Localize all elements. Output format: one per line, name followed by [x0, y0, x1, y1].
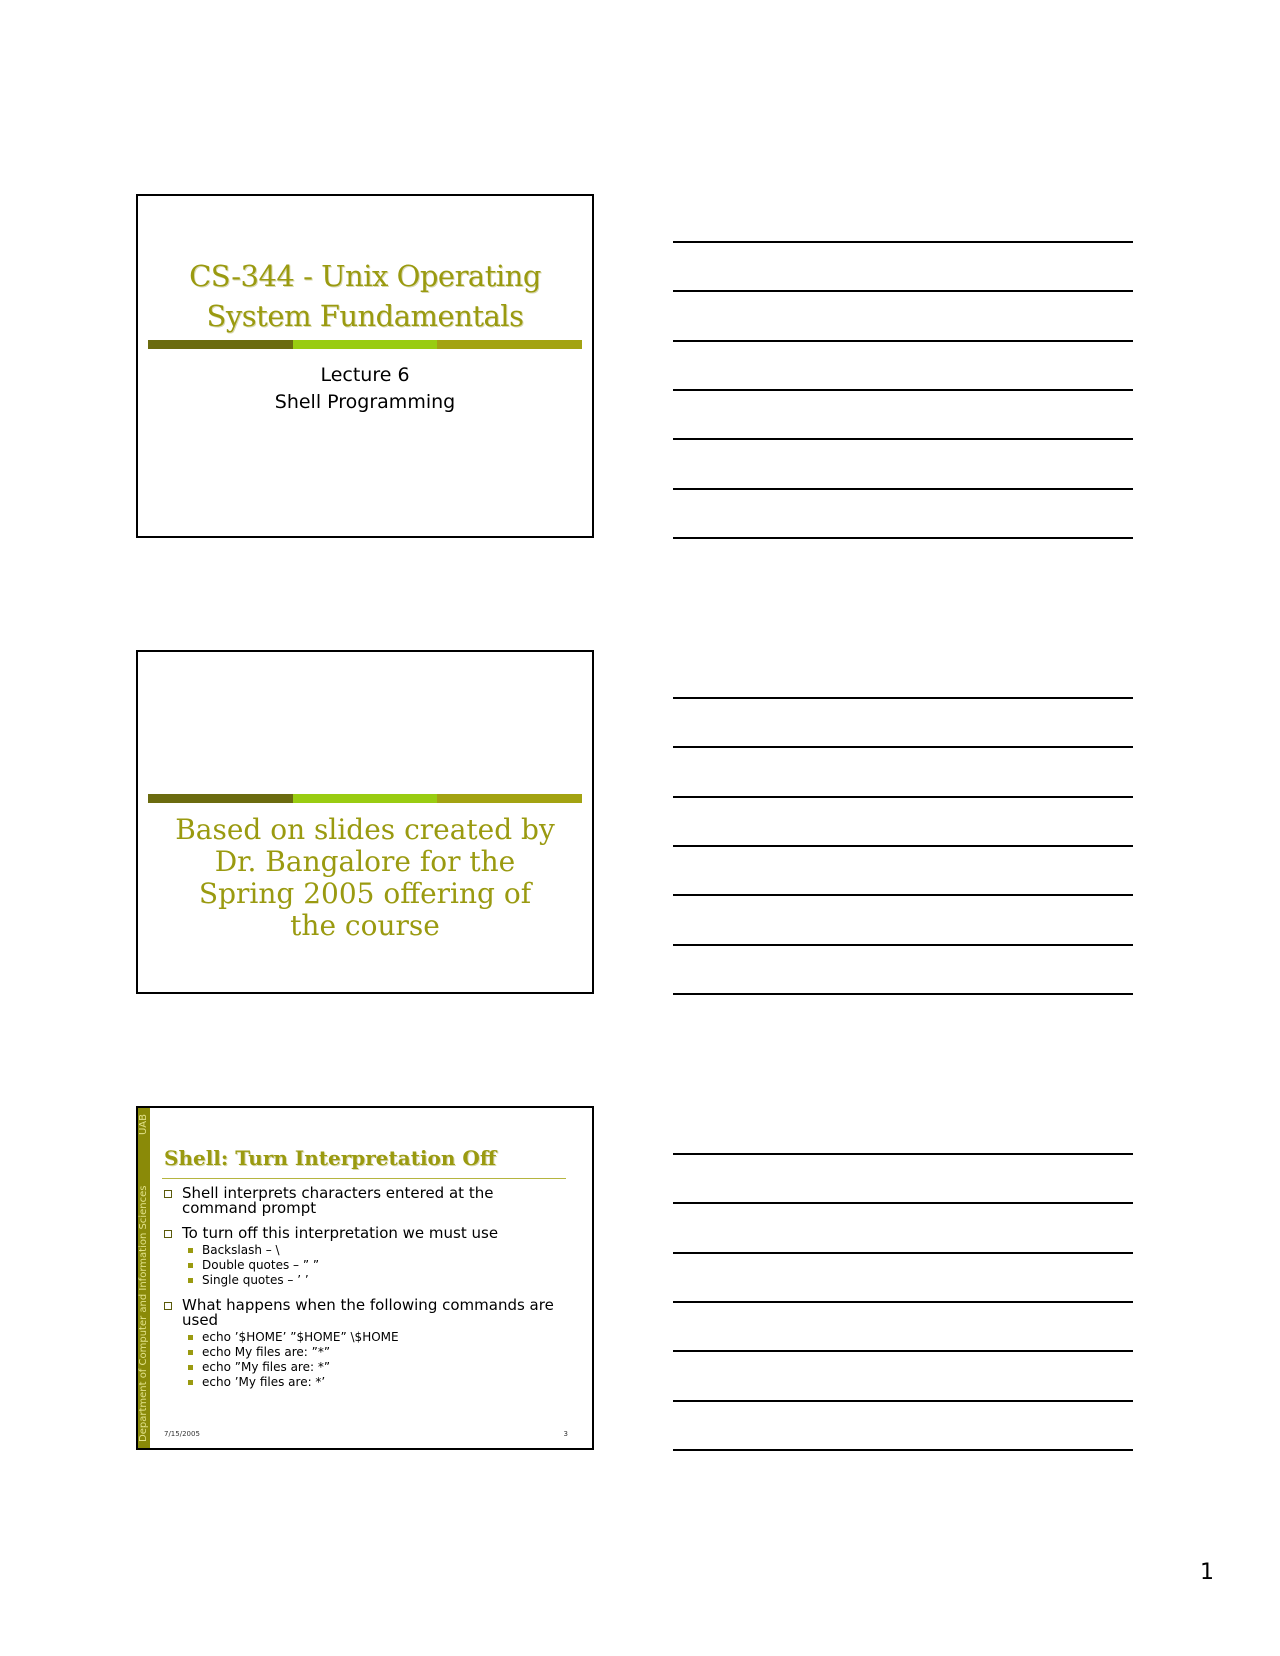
note-line: [673, 746, 1133, 748]
note-line: [673, 894, 1133, 896]
bullet-text: To turn off this interpretation we must use: [182, 1224, 499, 1242]
bullet: [164, 1226, 570, 1241]
slide-2-line: Based on slides created by: [175, 813, 555, 846]
filled-square-icon: [188, 1350, 193, 1355]
bullet: [164, 1298, 570, 1328]
slide-2: [136, 650, 594, 994]
color-bar: [148, 340, 582, 349]
square-bullet-icon: [164, 1230, 172, 1238]
note-line: [673, 697, 1133, 699]
slide-1-title: [138, 256, 592, 336]
note-line: [673, 1252, 1133, 1254]
bullet-text: Shell interprets characters entered at the command prompt: [182, 1184, 494, 1217]
filled-square-icon: [188, 1335, 193, 1340]
sub-bullet: [164, 1345, 570, 1360]
note-line: [673, 241, 1133, 243]
note-line: [673, 1202, 1133, 1204]
side-label: [138, 1108, 150, 1448]
subtitle-line: Lecture 6: [320, 364, 410, 386]
note-line: [673, 488, 1133, 490]
note-line: [673, 438, 1133, 440]
bullet: [164, 1186, 570, 1216]
subtitle-line: Shell Programming: [274, 391, 456, 413]
sub-bullet-list: [164, 1243, 570, 1288]
sub-bullet: [164, 1273, 570, 1288]
slide-3-body: [164, 1186, 570, 1400]
slide-2-text: [158, 814, 572, 942]
sub-bullet: [164, 1258, 570, 1273]
note-line: [673, 290, 1133, 292]
square-bullet-icon: [164, 1190, 172, 1198]
note-line: [673, 537, 1133, 539]
note-line: [673, 993, 1133, 995]
note-line: [673, 340, 1133, 342]
color-bar: [148, 794, 582, 803]
slide-1: [136, 194, 594, 538]
side-strip: [138, 1108, 150, 1448]
sub-bullet-text: echo ’My files are: *’: [202, 1375, 326, 1389]
title-rule: [162, 1178, 566, 1179]
slide-2-line: Spring 2005 offering of: [198, 877, 532, 910]
footer-slide-number: 3: [563, 1430, 568, 1438]
sub-bullet: [164, 1330, 570, 1345]
slide-1-title-line: System Fundamentals: [206, 299, 524, 333]
sub-bullet-list: [164, 1330, 570, 1390]
square-bullet-icon: [164, 1302, 172, 1310]
filled-square-icon: [188, 1365, 193, 1370]
filled-square-icon: [188, 1263, 193, 1268]
sub-bullet-text: echo My files are: ”*”: [202, 1345, 331, 1359]
sub-bullet-text: Double quotes – ” ”: [202, 1258, 320, 1272]
sub-bullet: [164, 1243, 570, 1258]
filled-square-icon: [188, 1380, 193, 1385]
filled-square-icon: [188, 1278, 193, 1283]
page-number: 1: [1200, 1560, 1214, 1585]
sub-bullet-text: echo ”My files are: *”: [202, 1360, 331, 1374]
slide-2-line: the course: [290, 909, 440, 942]
filled-square-icon: [188, 1248, 193, 1253]
note-line: [673, 389, 1133, 391]
slide-footer: [164, 1430, 568, 1438]
side-label-department: Department of Computer and Information Sciences: [138, 1185, 149, 1442]
slide-2-line: Dr. Bangalore for the: [214, 845, 516, 878]
sub-bullet-text: Backslash – \: [202, 1243, 280, 1257]
sub-bullet-text: echo ’$HOME’ ”$HOME” \$HOME: [202, 1330, 399, 1344]
note-line: [673, 1400, 1133, 1402]
note-line: [673, 1350, 1133, 1352]
note-line: [673, 796, 1133, 798]
slide-1-subtitle: [138, 362, 592, 416]
note-line: [673, 845, 1133, 847]
slide-3-title: Shell: Turn Interpretation Off: [164, 1146, 497, 1170]
note-line: [673, 1301, 1133, 1303]
slide-1-title-line: CS-344 - Unix Operating: [189, 259, 541, 293]
note-line: [673, 944, 1133, 946]
sub-bullet: [164, 1375, 570, 1390]
footer-date: 7/15/2005: [164, 1430, 200, 1438]
sub-bullet: [164, 1360, 570, 1375]
sub-bullet-text: Single quotes – ’ ’: [202, 1273, 309, 1287]
note-line: [673, 1449, 1133, 1451]
side-label-uab: UAB: [138, 1114, 149, 1136]
bullet-text: What happens when the following commands are used: [182, 1296, 554, 1329]
note-line: [673, 1153, 1133, 1155]
slide-3: [136, 1106, 594, 1450]
